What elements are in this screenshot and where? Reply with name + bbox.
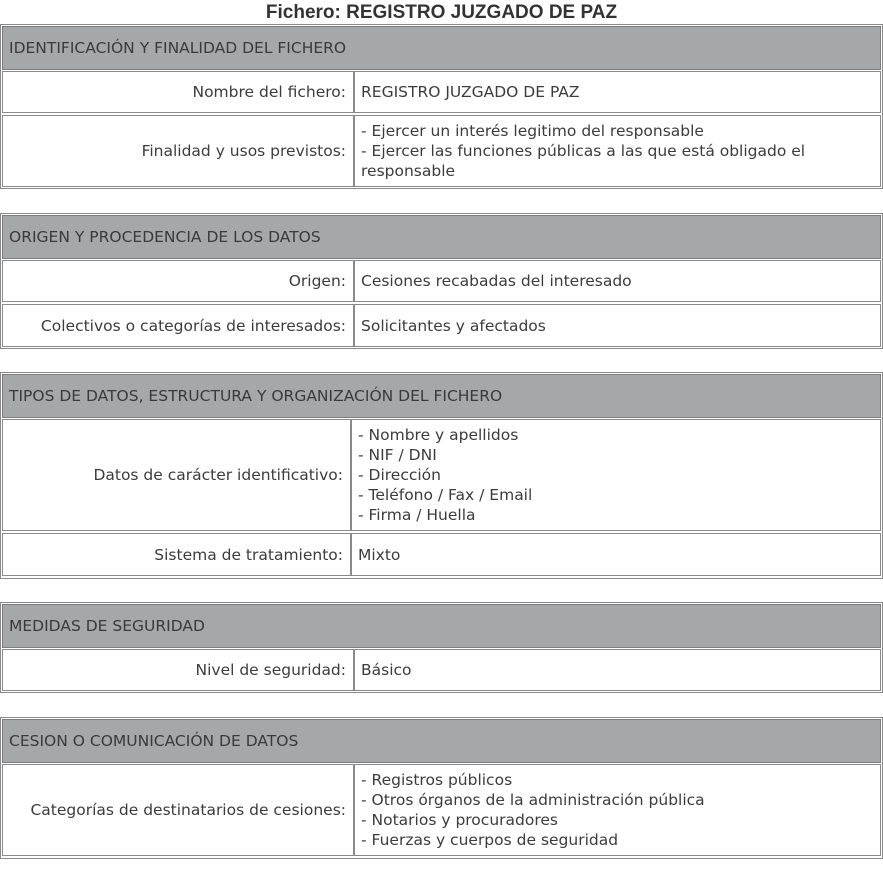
row-label: Finalidad y usos previstos:: [2, 115, 354, 187]
value-line: - Notarios y procuradores: [361, 811, 558, 829]
section-header: MEDIDAS DE SEGURIDAD: [2, 604, 881, 648]
value-line: - Ejercer las funciones públicas a las que está obligado el responsable: [361, 142, 806, 180]
row-label: Origen:: [2, 260, 354, 302]
section-header: IDENTIFICACIÓN Y FINALIDAD DEL FICHERO: [2, 26, 881, 70]
section-header: CESION O COMUNICACIÓN DE DATOS: [2, 719, 881, 763]
row-value: [354, 764, 881, 856]
row-value: [354, 71, 881, 113]
value-line: Solicitantes y afectados: [361, 316, 546, 335]
row-label: Nivel de seguridad:: [2, 649, 354, 691]
row-label: Nombre del fichero:: [2, 71, 354, 113]
value-line: - Dirección: [358, 466, 441, 484]
row-label: Colectivos o categorías de interesados:: [2, 304, 354, 347]
row-value: [354, 649, 881, 691]
value-line: REGISTRO JUZGADO DE PAZ: [361, 83, 580, 101]
row-value: [354, 304, 881, 347]
row-value: [354, 115, 881, 187]
section-origen: [0, 213, 883, 349]
page-title: Fichero: REGISTRO JUZGADO DE PAZ: [265, 2, 618, 23]
value-line: - Nombre y apellidos: [358, 426, 519, 444]
value-line: Básico: [361, 661, 412, 679]
value-line: Mixto: [358, 545, 401, 564]
value-line: - NIF / DNI: [358, 446, 437, 464]
section-header: TIPOS DE DATOS, ESTRUCTURA Y ORGANIZACIÓN DEL FICHERO: [2, 374, 881, 418]
value-line: - Teléfono / Fax / Email: [358, 486, 533, 504]
row-value: [351, 533, 881, 576]
row-label: Categorías de destinatarios de cesiones:: [2, 764, 354, 856]
section-header: ORIGEN Y PROCEDENCIA DE LOS DATOS: [2, 215, 881, 259]
value-line: - Firma / Huella: [358, 506, 476, 524]
row-label: Sistema de tratamiento:: [2, 533, 351, 576]
row-label: Datos de carácter identificativo:: [2, 419, 351, 531]
value-line: - Otros órganos de la administración pública: [361, 791, 705, 809]
section-tipos-datos: [0, 372, 883, 579]
value-line: - Registros públicos: [361, 771, 513, 789]
value-line: - Ejercer un interés legitimo del responsable: [361, 122, 704, 140]
row-value: [351, 419, 881, 531]
value-line: Cesiones recabadas del interesado: [361, 272, 632, 290]
section-identificacion: [0, 24, 883, 189]
section-seguridad: [0, 602, 883, 693]
value-line: - Fuerzas y cuerpos de seguridad: [361, 831, 619, 849]
section-cesion: [0, 717, 883, 859]
row-value: [354, 260, 881, 302]
